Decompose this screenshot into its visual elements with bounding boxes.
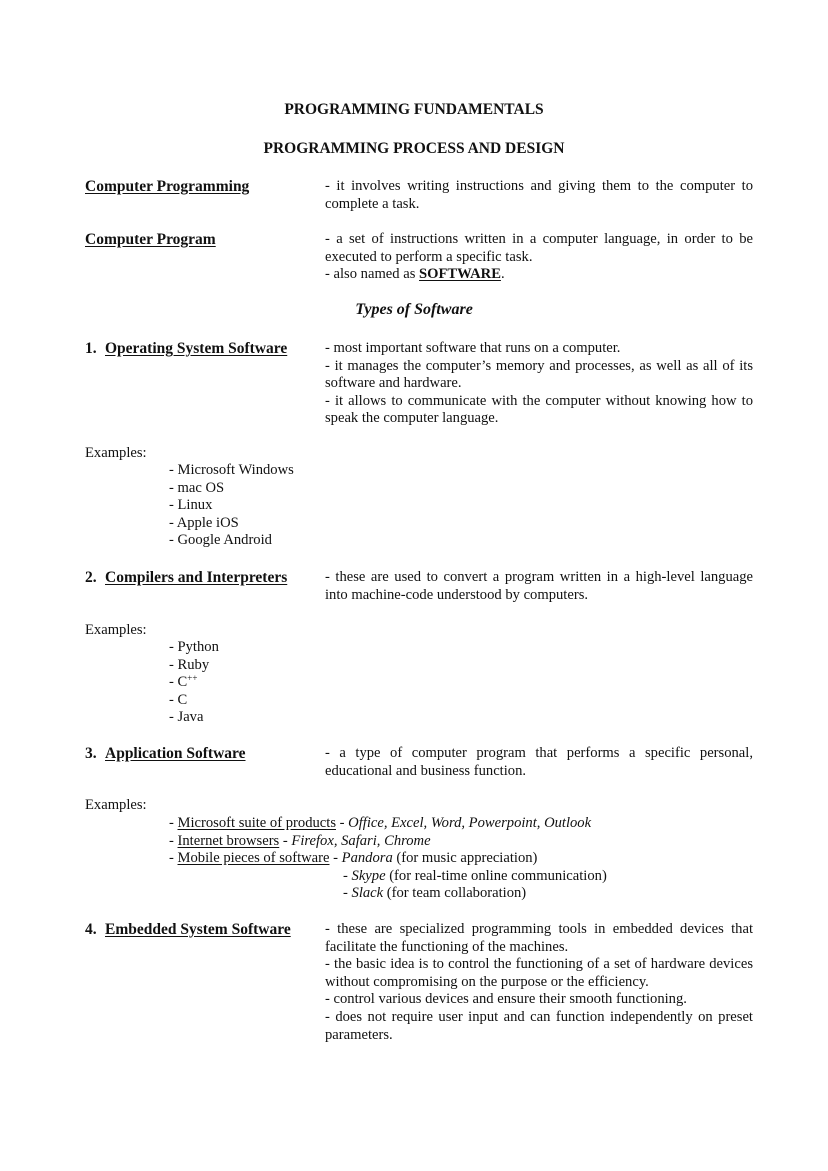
type-name: Compilers and Interpreters: [105, 569, 288, 586]
list-item: - mac OS: [169, 479, 225, 496]
definition-line: - the basic idea is to control the functioning of a set of hardware devices without compromising on the purpose or the efficiency.: [325, 956, 753, 990]
examples-label: Examples:: [85, 445, 147, 461]
definition-line: - a type of computer program that performs a specific personal, educational and business function.: [325, 745, 753, 779]
term-computer-programming: [85, 178, 249, 196]
list-item: - Mobile pieces of software - Pandora (for music appreciation): [169, 850, 538, 867]
list-item: - Skype (for real-time online communication): [343, 867, 607, 884]
definition-line: - these are used to convert a program written in a high-level language into machine-code understood by computers.: [325, 569, 753, 603]
list-item: - Slack (for team collaboration): [343, 885, 527, 902]
examples-list-compilers: [169, 639, 219, 727]
list-item: - Internet browsers - Firefox, Safari, Chrome: [169, 832, 431, 849]
list-item: - C++: [169, 673, 198, 691]
examples-list-applications: [169, 815, 607, 903]
type-name: Operating System Software: [105, 340, 288, 357]
list-item: - Apple iOS: [169, 514, 239, 531]
list-item: - Python: [169, 639, 219, 655]
list-item: - C: [169, 691, 188, 708]
type-number: 2.: [85, 569, 97, 586]
definition-line: - it allows to communicate with the computer without knowing how to speak the computer language.: [325, 392, 753, 427]
definition-line: - also named as SOFTWARE.: [325, 266, 505, 283]
type-operating-system: [85, 340, 287, 358]
definition-computer-programming: [325, 178, 753, 213]
examples-list-os: [169, 462, 294, 550]
types-heading: Types of Software: [355, 301, 473, 318]
type-number: 4.: [85, 921, 97, 938]
definition-operating-system: [325, 340, 753, 428]
type-compilers-interpreters: [85, 569, 287, 587]
document-title: PROGRAMMING FUNDAMENTALS: [284, 101, 544, 118]
list-item: - Java: [169, 709, 204, 726]
term-label: Computer Programming: [85, 178, 250, 195]
definition-line: - it manages the computer’s memory and processes, as well as all of its software and hardware.: [325, 357, 753, 392]
definition-line: - most important software that runs on a computer.: [325, 340, 621, 356]
list-item: - Ruby: [169, 656, 210, 673]
type-embedded-system: [85, 921, 291, 939]
definition-computer-program: [325, 231, 753, 284]
definition-application-software: [325, 745, 753, 780]
examples-label: Examples:: [85, 622, 147, 638]
type-application-software: [85, 745, 246, 763]
list-item: - Microsoft suite of products - Office, Excel, Word, Powerpoint, Outlook: [169, 815, 592, 831]
list-item: - Google Android: [169, 532, 272, 549]
list-item: - Microsoft Windows: [169, 462, 294, 478]
document-subtitle: PROGRAMMING PROCESS AND DESIGN: [263, 140, 565, 157]
type-number: 3.: [85, 745, 97, 762]
definition-embedded-system: [325, 921, 753, 1044]
software-keyword: SOFTWARE: [419, 266, 501, 283]
term-computer-program: [85, 231, 216, 249]
type-name: Application Software: [105, 745, 246, 762]
definition-line: - control various devices and ensure their smooth functioning.: [325, 991, 687, 1008]
type-number: 1.: [85, 340, 97, 357]
definition-line: - it involves writing instructions and giving them to the computer to complete a task.: [325, 178, 753, 212]
list-item: - Linux: [169, 497, 213, 514]
definition-line: - these are specialized programming tools in embedded devices that facilitate the functioning of the machines.: [325, 921, 753, 955]
definition-compilers-interpreters: [325, 569, 753, 604]
type-name: Embedded System Software: [105, 921, 291, 938]
definition-line: - does not require user input and can function independently on preset parameters.: [325, 1008, 753, 1043]
examples-label: Examples:: [85, 797, 147, 813]
term-label: Computer Program: [85, 231, 216, 248]
definition-line: - a set of instructions written in a computer language, in order to be executed to perform a specific task.: [325, 231, 753, 265]
